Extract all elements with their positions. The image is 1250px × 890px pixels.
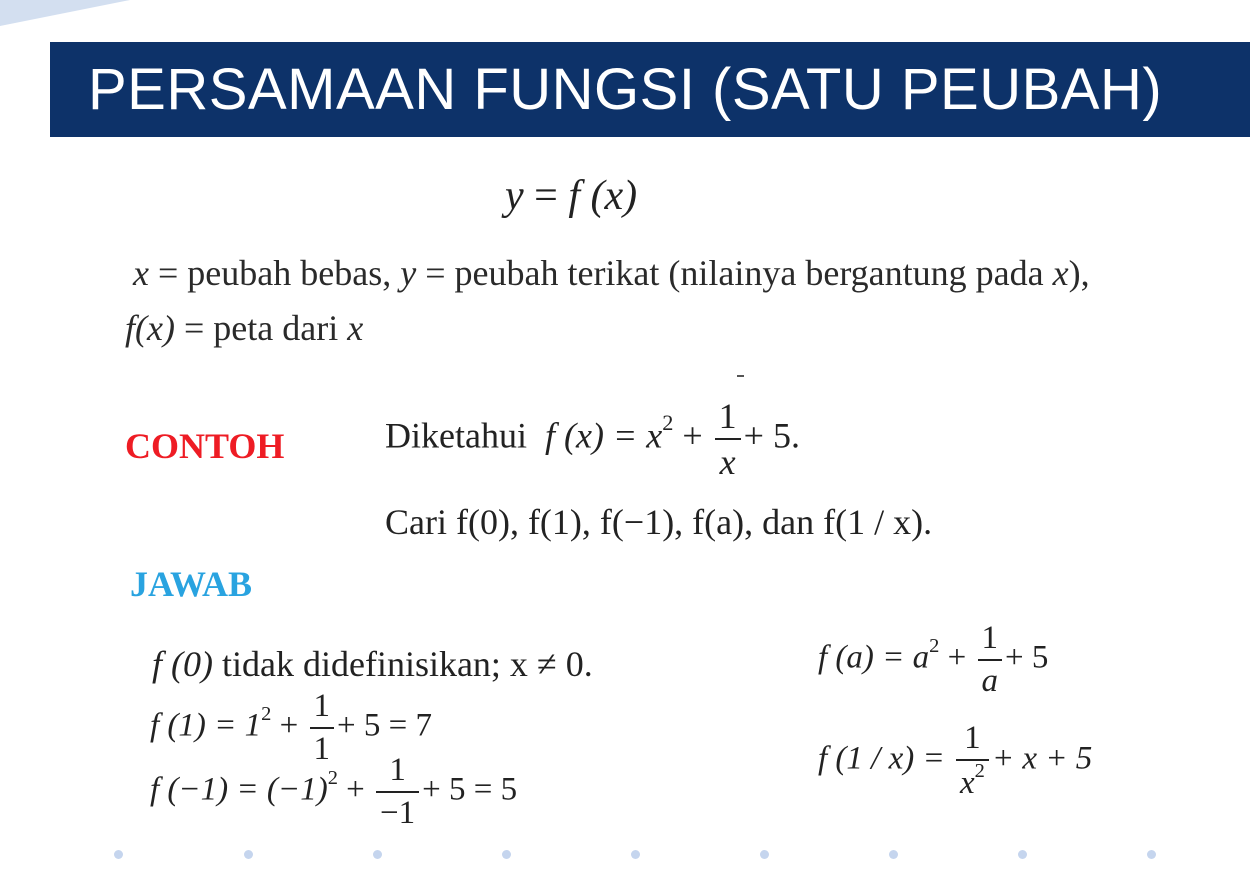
def-x: x	[133, 253, 149, 293]
fa-tail: + 5	[1005, 639, 1049, 676]
given-plus: +	[673, 415, 712, 456]
f1x-den-wrap	[956, 761, 989, 800]
f0-lhs: f (0)	[152, 644, 213, 684]
given-tail: + 5.	[743, 415, 800, 456]
fa-plus: +	[939, 639, 975, 676]
decor-dot-8	[1018, 850, 1027, 859]
fa-den: a	[981, 663, 999, 699]
decor-dot-1	[114, 850, 123, 859]
fa-lhs: f (a) = a	[818, 639, 930, 676]
fm1-sup: 2	[327, 766, 338, 789]
f1x-den: x	[959, 765, 975, 801]
def2-paren: (x)	[135, 308, 175, 348]
f1x-lhs: f (1 / x) =	[818, 740, 953, 777]
def-text-1: = peubah bebas,	[148, 253, 401, 293]
fm1-den: −1	[380, 795, 416, 831]
given-fraction	[715, 398, 741, 480]
diketahui-label: Diketahui	[385, 415, 527, 456]
jawab-label: JAWAB	[130, 564, 253, 604]
given-frac-num: 1	[715, 398, 741, 440]
definition-line-1	[133, 252, 1090, 294]
f1x-num: 1	[956, 722, 989, 761]
f1-sup: 2	[261, 702, 272, 725]
page-title: PERSAMAAN FUNGSI (SATU PEUBAH)	[88, 57, 1163, 122]
fm1-plus: +	[337, 771, 374, 808]
decor-dot-2	[244, 850, 253, 859]
f1-tail: + 5 = 7	[337, 707, 432, 744]
f1-num: 1	[310, 690, 335, 729]
def-y: y	[400, 253, 417, 293]
contoh-label: CONTOH	[125, 426, 285, 466]
eq-f: f	[568, 173, 581, 219]
decor-dot-6	[760, 850, 769, 859]
fa-num: 1	[978, 622, 1003, 661]
main-equation	[505, 172, 637, 220]
answer-f1x	[818, 722, 1092, 800]
def-x2: x	[1052, 253, 1069, 293]
title-bar	[50, 42, 1250, 137]
f1-lhs: f (1) = 1	[150, 707, 262, 744]
eq-equals: =	[523, 173, 569, 219]
stray-mark	[737, 375, 744, 377]
definition-line-2	[125, 307, 363, 349]
decor-dot-9	[1147, 850, 1156, 859]
fa-fraction	[978, 622, 1003, 698]
def2-x: x	[347, 308, 364, 348]
given-lhs: f (x) = x	[544, 415, 663, 456]
fm1-tail: + 5 = 5	[422, 771, 518, 808]
given-frac-den: x	[719, 442, 736, 482]
fm1-fraction	[376, 754, 419, 830]
eq-arg: (x)	[580, 173, 638, 219]
cari-line	[385, 501, 932, 543]
decor-dot-5	[631, 850, 640, 859]
given-function	[385, 398, 800, 480]
def2-text: = peta dari	[174, 308, 348, 348]
f1-den: 1	[313, 731, 331, 767]
def-text-3: ),	[1068, 253, 1090, 293]
answer-fa	[818, 622, 1048, 698]
cari-text: Cari f(0), f(1), f(−1), f(a), dan f(1 / x).	[385, 502, 933, 542]
decor-dot-3	[373, 850, 382, 859]
eq-y: y	[505, 173, 524, 219]
f1x-tail: + x + 5	[991, 740, 1093, 777]
fm1-num: 1	[376, 754, 419, 793]
decor-dot-7	[889, 850, 898, 859]
def-text-2: = peubah terikat (nilainya bergantung pada	[416, 253, 1053, 293]
fa-sup: 2	[929, 634, 940, 657]
corner-decoration	[0, 0, 140, 28]
f1x-den-sup: 2	[974, 760, 985, 782]
f0-text: tidak didefinisikan; x ≠ 0.	[212, 644, 593, 684]
fm1-lhs: f (−1) = (−1)	[150, 771, 328, 808]
f1-plus: +	[271, 707, 307, 744]
answer-fm1	[150, 754, 517, 830]
decor-dot-4	[502, 850, 511, 859]
def2-f: f	[125, 308, 136, 348]
given-sup: 2	[662, 410, 674, 436]
f1x-fraction	[956, 722, 989, 800]
answer-f0	[152, 643, 593, 685]
